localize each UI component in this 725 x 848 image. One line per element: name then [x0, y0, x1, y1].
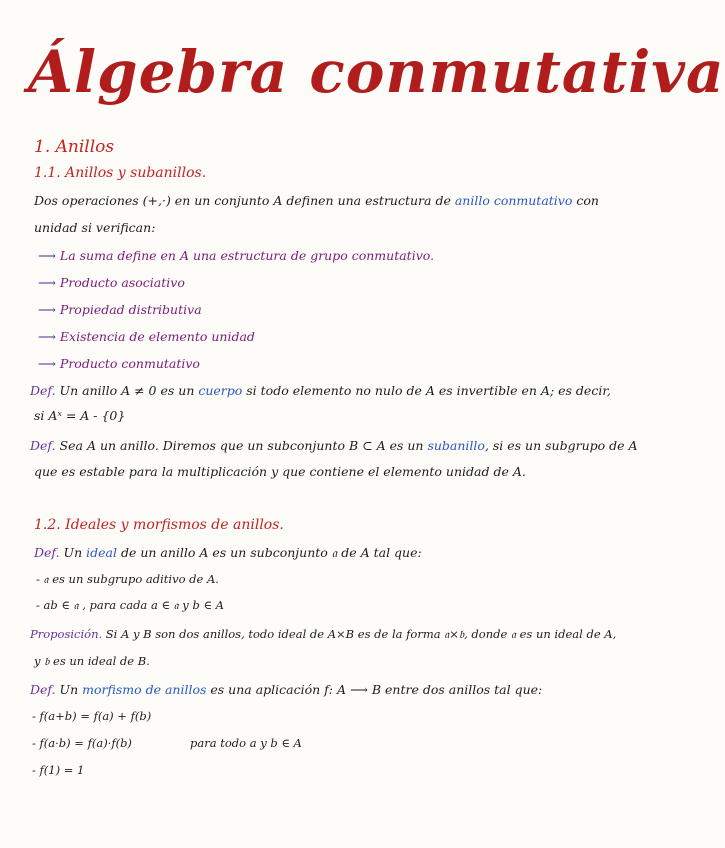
morfismo-condition-2: - f(a·b) = f(a)·f(b): [32, 736, 132, 750]
term-morfismo-de-anillos: morfismo de anillos: [82, 682, 207, 697]
subsection-heading-anillos-subanillos: 1.1. Anillos y subanillos.: [34, 165, 207, 181]
proposition-label: Proposición.: [30, 627, 103, 641]
paragraph-anillo-conmutativo-line1: [34, 193, 599, 208]
definition-label: Def.: [30, 438, 56, 453]
list-item-text: Existencia de elemento unidad: [59, 329, 255, 344]
definition-cuerpo-line1: [30, 383, 611, 398]
proposition-text: Si A y B son dos anillos, todo ideal de A×B es de la forma 𝔞×𝔟, donde 𝔞 es un ideal de A,: [102, 627, 617, 641]
definition-text: de un anillo A es un subconjunto 𝔞 de A tal que:: [116, 545, 422, 560]
term-cuerpo: cuerpo: [198, 383, 243, 398]
definition-text: si todo elemento no nulo de A es invertible en A; es decir,: [242, 383, 611, 398]
ideal-condition-1: - 𝔞 es un subgrupo aditivo de A.: [36, 572, 219, 586]
list-item-text: Producto asociativo: [59, 275, 185, 290]
definition-cuerpo-line2: si Aˣ = A - {0}: [34, 408, 126, 423]
arrow-icon: ⟶: [38, 329, 56, 344]
list-item-text: Producto conmutativo: [59, 356, 200, 371]
page-title: Álgebra conmutativa: [28, 38, 725, 106]
morfismo-condition-3: - f(1) = 1: [32, 763, 85, 777]
list-item: [38, 275, 185, 290]
proposition-line1: [30, 627, 616, 642]
ideal-condition-2: - ab ∈ 𝔞 , para cada a ∈ 𝔞 y b ∈ A: [36, 598, 224, 612]
paragraph-text: Dos operaciones (+,·) en un conjunto A definen una estructura de: [34, 193, 455, 208]
section-heading-anillos: 1. Anillos: [34, 137, 115, 157]
subsection-heading-ideales-morfismos: 1.2. Ideales y morfismos de anillos.: [34, 517, 284, 533]
term-subanillo: subanillo: [427, 438, 485, 453]
definition-label: Def.: [34, 545, 60, 560]
definition-ideal-line1: [34, 545, 422, 561]
list-item-text: Propiedad distributiva: [59, 302, 202, 317]
paragraph-anillo-conmutativo-line2: unidad si verifican:: [34, 220, 156, 235]
morfismo-condition-1: - f(a+b) = f(a) + f(b): [32, 709, 152, 723]
proposition-line2: y 𝔟 es un ideal de B.: [34, 654, 150, 668]
definition-morfismo-line1: [30, 682, 542, 697]
definition-subanillo-line2: que es estable para la multiplicación y que contiene el elemento unidad de A.: [34, 464, 526, 479]
definition-subanillo-line1: [30, 438, 638, 453]
paragraph-text: con: [572, 193, 599, 208]
list-item: [38, 248, 434, 263]
arrow-icon: ⟶: [38, 248, 56, 263]
definition-text: Un anillo A ≠ 0 es un: [55, 383, 199, 398]
definition-text: es una aplicación f: A ⟶ B entre dos anillos tal que:: [206, 682, 543, 697]
arrow-icon: ⟶: [38, 275, 56, 290]
definition-text: Un: [55, 682, 83, 697]
list-item-text: La suma define en A una estructura de grupo conmutativo.: [59, 248, 435, 263]
definition-label: Def.: [30, 682, 56, 697]
definition-text: , si es un subgrupo de A: [484, 438, 638, 453]
definition-label: Def.: [30, 383, 56, 398]
arrow-icon: ⟶: [38, 302, 56, 317]
arrow-icon: ⟶: [38, 356, 56, 371]
list-item: [38, 329, 255, 344]
list-item: [38, 356, 200, 371]
term-ideal: ideal: [86, 545, 117, 560]
term-anillo-conmutativo: anillo conmutativo: [454, 193, 573, 208]
morfismo-condition-2-note: para todo a y b ∈ A: [190, 736, 302, 750]
definition-text: Sea A un anillo. Diremos que un subconjunto B ⊂ A es un: [55, 438, 428, 453]
list-item: [38, 302, 202, 317]
definition-text: Un: [59, 545, 87, 560]
